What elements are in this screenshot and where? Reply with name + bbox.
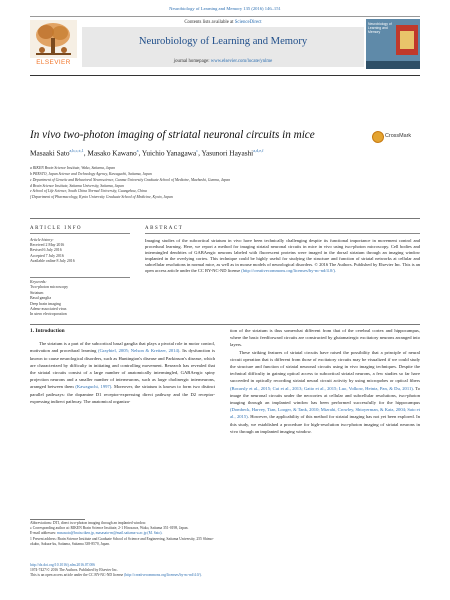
citation-link[interactable]: (Dombeck, Harvey, Tian, Looger, & Tank, 2010; Mizrahi, Crowley, Shtoyerman, & Katz, 2004; Sato et al., 2015) bbox=[230, 407, 420, 420]
history-item: Revised 6 July 2016 bbox=[30, 248, 62, 253]
article-info-heading: ARTICLE INFO bbox=[30, 226, 83, 231]
crossmark-label: CrossMark bbox=[385, 133, 412, 139]
elsevier-tree-logo-icon bbox=[30, 20, 77, 58]
keyword: Striatum bbox=[30, 290, 44, 295]
section-heading: 1. Introduction bbox=[30, 328, 65, 334]
affiliation-line: e School of Life Science, South China Normal University, Guangzhou, China bbox=[30, 189, 147, 194]
footnotes bbox=[30, 521, 220, 547]
running-head[interactable]: Neurobiology of Learning and Memory 135 (2016) 146–151 bbox=[169, 6, 281, 11]
divider bbox=[30, 218, 420, 219]
body-column-right bbox=[230, 327, 420, 435]
doi-link[interactable]: http://dx.doi.org/10.1016/j.nlm.2016.07.006 bbox=[30, 563, 95, 567]
paragraph bbox=[30, 340, 215, 405]
affiliations bbox=[30, 166, 420, 201]
keyword: Deep brain imaging bbox=[30, 301, 61, 306]
email-label: E-mail addresses: bbox=[30, 531, 57, 536]
publisher-name: ELSEVIER bbox=[36, 59, 71, 66]
copyright-line: © 2016 The Authors. Published by Elsevier Inc. This is an open access article under the CC BY-NC-ND license bbox=[145, 262, 421, 274]
footnote-present-address: 1 Present address: Brain Science Institute and Graduate School of Science and Engineering, Saitama University, 255 Shimo-okubo, Sakura-ku, Saitama, Saitama 338-8570, Japan. bbox=[30, 536, 214, 546]
affiliation-line: d Brain Science Institute, Saitama University, Saitama, Japan bbox=[30, 183, 124, 188]
crossmark-button[interactable] bbox=[372, 131, 432, 143]
body-text: The striatum is a part of the subcortical basal ganglia that plays a pivotal role in motor control, motivation and procedural learning bbox=[30, 341, 215, 354]
affiliation-line: f Department of Pharmacology, Kyoto University Graduate School of Medicine, Kyoto, Japan bbox=[30, 195, 173, 200]
keyword: In utero electroporation bbox=[30, 312, 67, 317]
history-label: Article history: bbox=[30, 238, 54, 242]
abstract-body bbox=[145, 238, 420, 275]
citation-link[interactable]: (Bocarsly et al., 2015; Cui et al., 2013; Gatto et al., 2015; Luo, Volkow, Heintz, Pan, & Du, 2011) bbox=[230, 385, 413, 391]
issn-line: 1074-7427/© 2016 The Authors. Published by Elsevier Inc. bbox=[30, 568, 118, 573]
abstract-heading: ABSTRACT bbox=[145, 226, 184, 231]
crossmark-icon bbox=[372, 131, 384, 143]
footnote-corresponding: ⁎ Corresponding author at: RIKEN Brain Science Institute, 2-1 Hirosawa, Wako, Saitama 351-0198, Japan. bbox=[30, 526, 189, 531]
author-name[interactable]: Yasunori Hayashi bbox=[201, 148, 254, 158]
sciencedirect-link[interactable]: ScienceDirect bbox=[234, 20, 262, 25]
author-name[interactable]: Masaaki Sato bbox=[30, 148, 70, 158]
homepage-link[interactable]: www.elsevier.com/locate/ynlme bbox=[210, 59, 273, 64]
open-access-text: This is an open access article under the CC BY-NC-ND license bbox=[30, 573, 124, 578]
journal-homepage bbox=[82, 59, 364, 64]
affiliation-line: c Department of Genetic and Behavioral Neuroscience, Gunma University Graduate School of Medicine, Maebashi, Gunma, Japan bbox=[30, 177, 231, 182]
divider bbox=[30, 324, 420, 325]
author-affil-marks[interactable]: a bbox=[136, 148, 139, 153]
author-affil-marks[interactable]: c bbox=[196, 148, 199, 153]
journal-title[interactable]: Neurobiology of Learning and Memory bbox=[138, 36, 308, 47]
contents-prefix: Contents lists available at bbox=[184, 20, 235, 25]
divider bbox=[30, 277, 130, 278]
license-link[interactable]: (http://creativecommons.org/licenses/by-nc-nd/4.0/). bbox=[241, 268, 337, 274]
citation-link[interactable]: (Kawaguchi, 1997) bbox=[75, 384, 112, 390]
citation-link[interactable]: (Graybiel, 2005; Nelson & Kreitzer, 2014) bbox=[98, 348, 180, 354]
article-title: In vivo two-photon imaging of striatal neuronal circuits in mice bbox=[30, 129, 315, 141]
keyword: Basal ganglia bbox=[30, 296, 52, 301]
history-item: Received 2 May 2016 bbox=[30, 243, 65, 248]
cover-title: Neurobiology of Learning and Memory bbox=[368, 22, 392, 34]
author-name[interactable]: Masako Kawano bbox=[87, 148, 137, 158]
keyword: Adeno-associated virus bbox=[30, 307, 67, 312]
affiliation-line: a RIKEN Brain Science Institute, Wako, Saitama, Japan bbox=[30, 166, 116, 170]
author-affil-marks[interactable]: a,b,c,⁎,1 bbox=[69, 148, 84, 153]
journal-cover-thumbnail[interactable] bbox=[366, 19, 420, 69]
contents-line bbox=[82, 20, 364, 25]
body-text: . To image the neuronal circuits under the neocortex at cellular and subcellular resolutions, two-photon imaging through an implanted window has been performed successfully for the hippocampus bbox=[230, 385, 420, 406]
footnote-abbreviations: Abbreviations: DTI, direct two-photon imaging through an implanted window. bbox=[30, 521, 147, 525]
author-name[interactable]: Yuichio Yanagawa bbox=[141, 148, 197, 158]
affiliation-line: b PRESTO, Japan Science and Technology Agency, Kawaguchi, Saitama, Japan bbox=[30, 171, 152, 176]
open-access-line bbox=[30, 573, 420, 578]
body-column-left bbox=[30, 328, 215, 405]
open-access-license-link[interactable]: (http://creativecommons.org/licenses/by-nc-nd/4.0/). bbox=[124, 573, 202, 578]
divider bbox=[30, 233, 130, 234]
homepage-prefix: journal homepage: bbox=[173, 59, 211, 64]
body-text: These striking features of striatal circuits have raised the possibility that a principle of neural circuit operation that is different from those of excitatory circuits may be visualized if we could study the structure and function of striatal neuronal circuits using in vivo imaging techniques. Despite the technical difficulty in gaining optical access to subcortical striatal neurons, a few studies so far have succeeded in optically recording striatal neural circuit activity by using micropobes or optical fibers bbox=[230, 349, 420, 384]
history-item: Available online 8 July 2016 bbox=[30, 258, 75, 263]
body-text: . Its dysfunction is known to cause neurological disorders, such as Huntington's disease and Parkinson's disease, which are characterized by difficulty in initiating and controlling movement. Research has revealed that the striatal circuits consist of a large number of anatomically intermingled, GABAergic spiny projection neurons and a smaller number of interneurons, such as large cholinergic interneurons, arranged between them bbox=[30, 348, 215, 390]
author-affil-marks[interactable]: a,d,e,f bbox=[253, 148, 264, 153]
keyword: Two-photon microscopy bbox=[30, 285, 69, 290]
history-item: Accepted 7 July 2016 bbox=[30, 253, 64, 258]
keywords-label: Keywords: bbox=[30, 280, 47, 284]
paragraph bbox=[230, 349, 420, 435]
divider bbox=[145, 233, 420, 234]
author-list: Masaaki Sato$^{a,b,c,⁎,1}$, Masako Kawano$^a$, Yuichio Yanagawa$^c$, Yasunori Hayashi$^{a,d,e,f}$ bbox=[30, 148, 264, 158]
cover-footer-strip bbox=[366, 61, 420, 69]
paragraph: tion of the striatum is thus somewhat different from that of the cerebral cortex and hippocampus, where the basic feedforward circuits are constructed by glutamatergic excitatory neurons arranged into layers. bbox=[230, 328, 420, 348]
footnote-divider bbox=[30, 519, 85, 520]
abstract-text: Imaging studies of the subcortical striatum in vivo have been technically challenging despite its functional importance in movement control and procedural learning. Here, we report a method for imaging striatal neuronal circuits in mice in vivo using two-photon microscopy. Cell bodies and intermingled dendrites of GABAergic neurons labeled with fluorescent proteins were imaged in the dorsal striatum through an imaging window implanted in the overlying cortex. This technique could be highly useful for studying the structure and function of striatal networks at cellular and subcellular resolutions in normal mice, as well as in mouse models of neurological disorders. bbox=[145, 238, 420, 268]
article-history bbox=[30, 238, 130, 264]
body-text: . However, the applicability of this method for striatal imaging has not yet been explored. In this study, we established a procedure for high-resolution two-photon imaging of striatal neurons in vivo through an implanted imaging window. bbox=[230, 414, 420, 434]
body-text: . Moreover, the striatum is known to form two distinct parallel pathways: the dopamine D1 receptor-expressing direct pathway and the D2 receptor-expressing indirect pathway. The anatomical organiza- bbox=[30, 384, 215, 404]
cover-image-inset bbox=[400, 31, 414, 49]
keywords bbox=[30, 280, 130, 318]
doi-block bbox=[30, 563, 420, 578]
email-link[interactable]: masasato@brain.riken.jp, masasato-m@mail.saitama-u.ac.jp (M. Sato). bbox=[57, 531, 163, 536]
